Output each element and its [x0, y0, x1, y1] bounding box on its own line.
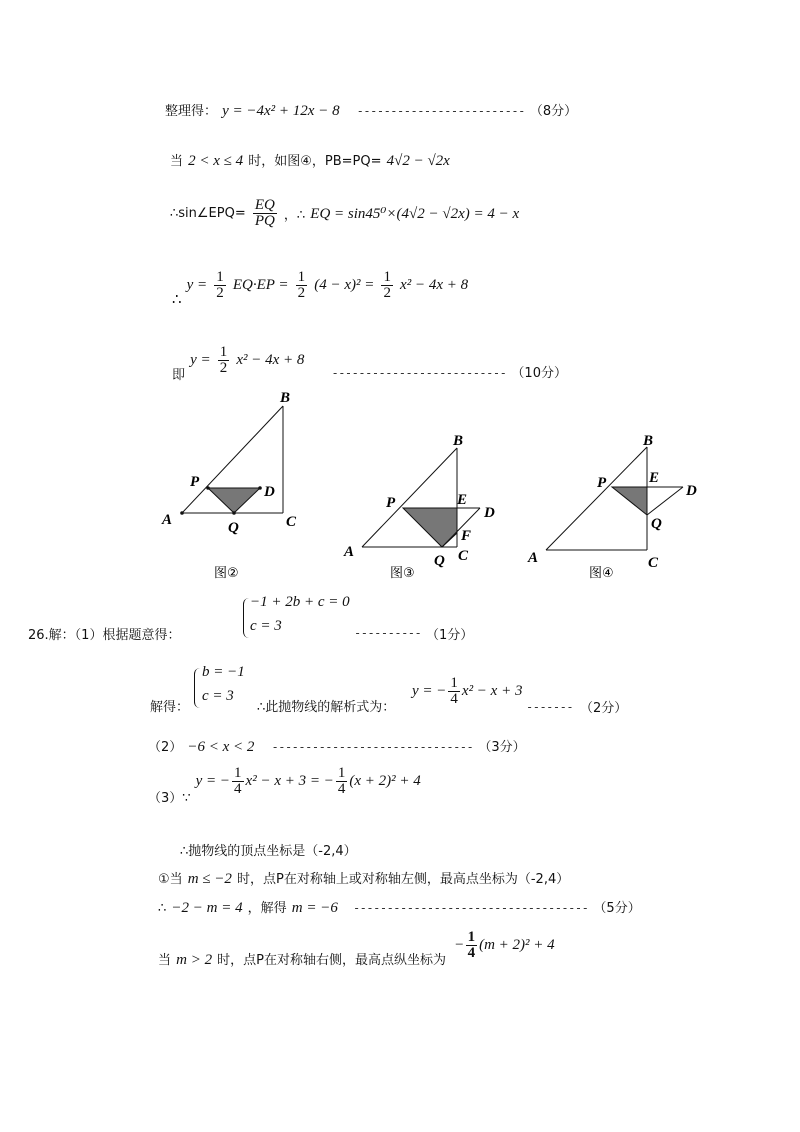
system-brace	[194, 668, 201, 708]
case2-tail: (m + 2)² + 4	[479, 937, 555, 953]
label-d: D	[264, 484, 275, 500]
case1-line	[158, 868, 569, 888]
figure-2	[161, 390, 297, 581]
case1-mid: ，解得	[247, 901, 287, 916]
quarter	[336, 766, 348, 797]
score-10: （10分）	[511, 366, 567, 381]
score-8: （8分）	[529, 104, 578, 119]
solve-text: ∴此抛物线的解析式为：	[257, 700, 396, 715]
case2-prefix: 当	[158, 953, 172, 968]
vertex-form-mid: x² − x + 3 = −	[245, 773, 334, 789]
label-a: A	[162, 512, 173, 528]
quarter-den: 4	[450, 691, 458, 707]
part2-label: （2）	[148, 740, 183, 755]
solve-eq2: c = 3	[202, 688, 234, 704]
line-case-2-4	[170, 150, 450, 170]
half-1	[214, 270, 226, 301]
score-1: （1分）	[426, 628, 474, 643]
parabola-tail: x² − x + 3	[461, 683, 523, 699]
half-den: 2	[219, 360, 228, 376]
quarter-den: 4	[234, 781, 242, 797]
label-e: E	[649, 470, 660, 486]
label-a: A	[528, 550, 539, 566]
half-num: 1	[216, 269, 224, 285]
label-b: B	[280, 390, 291, 406]
q26-part3	[148, 766, 421, 806]
case1-equation: −2 − m = 4	[171, 900, 243, 916]
pb-expression: 4√2 − √2x	[386, 153, 450, 169]
q26-solve	[150, 664, 650, 714]
simplify-label: 整理得：	[165, 104, 218, 119]
y-equals: y =	[190, 352, 211, 368]
neg-sign: −	[455, 937, 464, 953]
figure-4	[527, 433, 697, 581]
shaded-quad	[403, 508, 457, 547]
half	[218, 345, 230, 376]
dash-leader: -----------------------------------	[352, 901, 589, 915]
quarter	[448, 676, 460, 707]
half-3	[381, 270, 393, 301]
label-d: D	[686, 483, 697, 499]
fraction-denominator: PQ	[254, 213, 275, 229]
case-condition: 2 < x ≤ 4	[188, 153, 244, 169]
q26-part1	[28, 594, 628, 644]
label-c: C	[286, 514, 297, 530]
quarter	[466, 930, 478, 961]
label-p: P	[190, 474, 200, 490]
shaded-triangle	[612, 487, 647, 515]
line-simplify	[165, 100, 577, 120]
caption-fig3: 图③	[390, 566, 415, 581]
figure-3	[343, 433, 495, 581]
sin-mid: ，∴	[283, 208, 306, 223]
quarter-den: 4	[467, 945, 476, 961]
result-part: x² − 4x + 8	[236, 352, 305, 368]
fraction-eq-pq	[253, 198, 277, 229]
label-b: B	[453, 433, 464, 449]
case-text: 时，如图④，PB=PQ=	[248, 154, 382, 169]
interval: −6 < x < 2	[187, 739, 255, 755]
label-p: P	[597, 475, 607, 491]
q26-part2	[148, 736, 526, 756]
q26-label: 26.解：（1）根据题意得：	[28, 628, 181, 643]
case-prefix: 当	[170, 154, 184, 169]
area-part2: (4 − x)² =	[314, 277, 375, 293]
label-q: Q	[434, 553, 445, 569]
therefore-symbol: ∴	[158, 901, 167, 916]
parabola-equation	[412, 676, 522, 707]
y-equals: y =	[186, 277, 208, 293]
system-eq2: c = 3	[250, 618, 282, 634]
y-equals: y = −	[412, 683, 447, 699]
label-q: Q	[228, 520, 239, 536]
score-2: （2分）	[580, 701, 628, 716]
quarter-num: 1	[337, 765, 346, 781]
label-e: E	[457, 492, 468, 508]
label-d: D	[484, 505, 495, 521]
solve-eq1: b = −1	[202, 664, 245, 680]
quarter-num: 1	[450, 675, 458, 691]
shaded-triangle	[208, 488, 260, 513]
label-b: B	[643, 433, 654, 449]
case1-condition: m ≤ −2	[187, 871, 232, 887]
score-3: （3分）	[478, 740, 526, 755]
half-2	[296, 270, 308, 301]
dash-leader: -------	[526, 700, 574, 714]
quarter-den: 4	[337, 781, 346, 797]
case2-line	[158, 930, 555, 969]
label-p: P	[386, 495, 396, 511]
part3-label: （3）∵	[148, 791, 191, 806]
case2-text: 时，点P在对称轴右侧，最高点纵坐标为	[217, 953, 447, 968]
dash-leader: --------------------------	[331, 366, 507, 380]
figures	[0, 380, 800, 590]
half-num: 1	[219, 344, 228, 360]
quarter-num: 1	[234, 765, 242, 781]
case2-condition: m > 2	[176, 952, 213, 968]
solve-label: 解得：	[150, 700, 190, 715]
case1-text: 时，点P在对称轴上或对称轴左侧，最高点坐标为（-2,4）	[237, 872, 570, 887]
quarter	[232, 766, 244, 797]
case1-solution	[158, 897, 641, 917]
half-den: 2	[383, 285, 391, 301]
caption-fig4: 图④	[589, 566, 614, 581]
quarter-num: 1	[467, 929, 476, 945]
label-q: Q	[651, 516, 662, 532]
sin-prefix: ∴sin∠EPQ=	[170, 206, 246, 221]
system-eq1: −1 + 2b + c = 0	[250, 594, 350, 610]
case1-answer: m = −6	[291, 900, 338, 916]
label-c: C	[648, 555, 659, 571]
label-c: C	[458, 548, 469, 564]
therefore-symbol: ∴	[172, 292, 182, 308]
system-brace	[243, 598, 250, 638]
half-den: 2	[216, 285, 224, 301]
line-result	[172, 345, 567, 383]
dash-leader: -------------------------	[356, 104, 525, 118]
score-5: （5分）	[593, 901, 641, 916]
line-sin	[170, 198, 519, 229]
area-part1: EQ·EP =	[232, 277, 289, 293]
caption-fig2: 图②	[214, 566, 239, 581]
label-f: F	[461, 528, 472, 544]
eq-expression: EQ = sin45⁰×(4√2 − √2x) = 4 − x	[310, 206, 520, 222]
dash-leader: ------------------------------	[271, 740, 474, 754]
label-a: A	[344, 544, 355, 560]
fraction-numerator: EQ	[254, 197, 275, 213]
case1-prefix: ①当	[158, 872, 183, 887]
y-equals: y = −	[195, 773, 231, 789]
vertex-line: ∴抛物线的顶点坐标是（-2,4）	[180, 844, 357, 859]
result-label: 即	[172, 368, 186, 383]
area-part3: x² − 4x + 8	[400, 277, 469, 293]
half-num: 1	[297, 269, 306, 285]
line-area	[172, 270, 468, 309]
half-den: 2	[297, 285, 306, 301]
dash-leader: ----------	[354, 626, 422, 640]
simplify-equation: y = −4x² + 12x − 8	[222, 103, 340, 119]
half-num: 1	[383, 269, 391, 285]
vertex-form-tail: (x + 2)² + 4	[349, 773, 421, 789]
